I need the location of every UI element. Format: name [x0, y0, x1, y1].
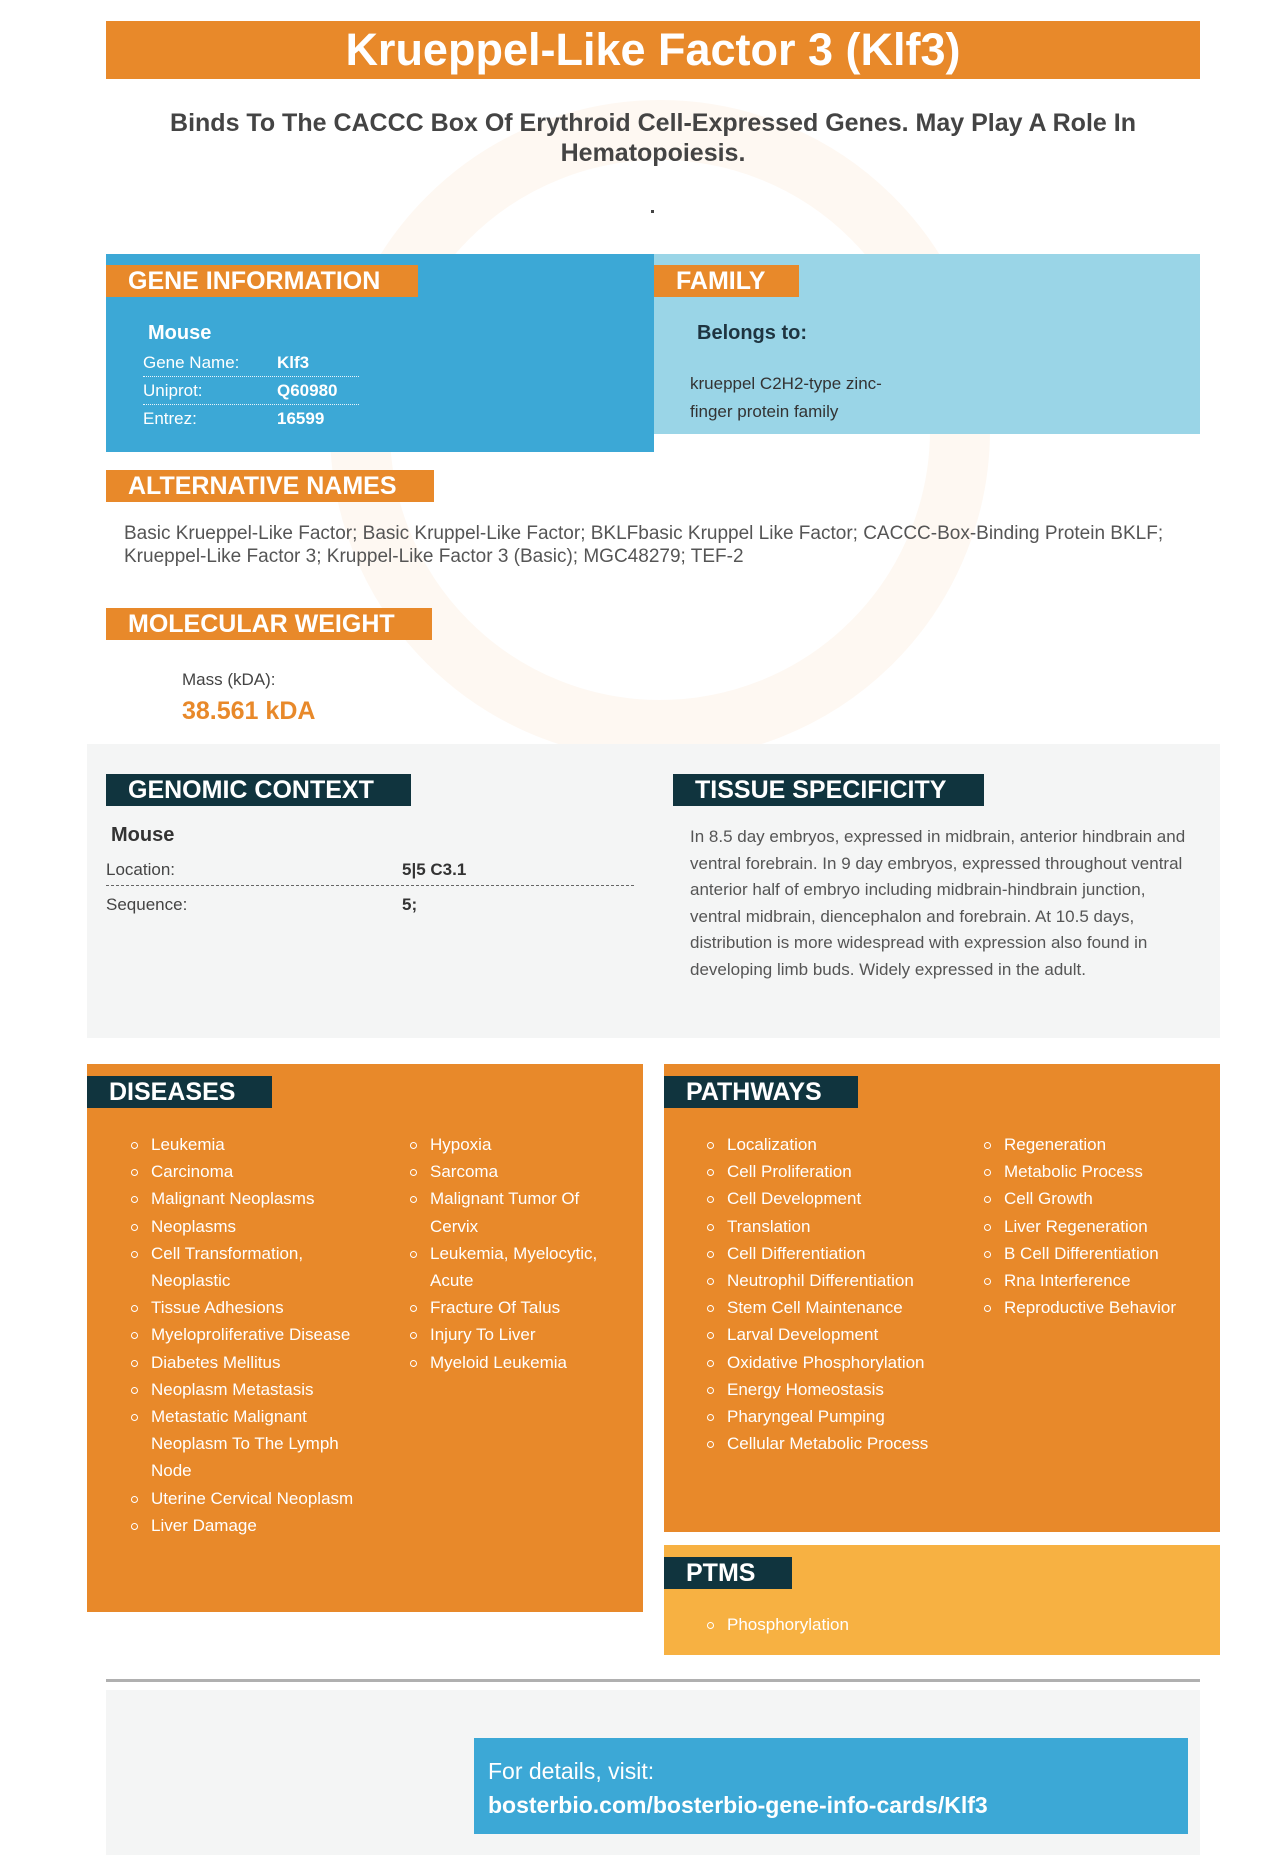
disease-item: Diabetes Mellitus — [129, 1349, 359, 1376]
gene-row-label: Entrez: — [143, 409, 197, 428]
mass-value: 38.561 kDA — [182, 697, 316, 725]
pathway-item: B Cell Differentiation — [982, 1240, 1212, 1267]
family-text: krueppel C2H2-type zinc-finger protein family — [690, 374, 882, 421]
gene-row-entrez — [143, 405, 359, 433]
page-subtitle: Binds To The CACCC Box Of Erythroid Cell-Expressed Genes. May Play A Role In Hematopoiesis. — [170, 109, 1136, 167]
ptms-heading: PTMS — [664, 1557, 792, 1589]
genomic-row-label: Location: — [106, 860, 175, 879]
family-heading: FAMILY — [654, 265, 799, 297]
genomic-row-value: 5; — [402, 895, 418, 914]
disease-item: Uterine Cervical Neoplasm — [129, 1485, 359, 1512]
pathway-item: Metabolic Process — [982, 1158, 1212, 1185]
disease-item: Leukemia, Myelocytic, Acute — [408, 1240, 618, 1294]
disease-item: Sarcoma — [408, 1158, 618, 1185]
disease-item: Metastatic Malignant Neoplasm To The Lymph Node — [129, 1403, 359, 1485]
gene-information-heading: GENE INFORMATION — [106, 265, 418, 297]
decorative-dot — [651, 210, 654, 213]
pathway-item: Reproductive Behavior — [982, 1294, 1212, 1321]
tissue-specificity-text: In 8.5 day embryos, expressed in midbrain, anterior hindbrain and ventral forebrain. In 9 day embryos, expressed throughout ventral anterior half of embryo including midbrain-hindbrain junction, ventral midbrain, diencephalon and forebrain. At 10.5 days, distribution is more widespread with expression also found in developing limb buds. Widely expressed in the adult. — [690, 827, 1186, 979]
pathway-item: Cell Proliferation — [705, 1158, 945, 1185]
disease-item: Liver Damage — [129, 1512, 359, 1539]
family-belongs-label: Belongs to: — [697, 322, 807, 344]
gene-row-value: 16599 — [277, 409, 325, 428]
pathways-list-col2 — [982, 1131, 1212, 1321]
pathway-item: Regeneration — [982, 1131, 1212, 1158]
genomic-row-value: 5|5 C3.1 — [402, 860, 467, 879]
gene-row-uniprot — [143, 377, 359, 405]
disease-item: Fracture Of Talus — [408, 1294, 618, 1321]
disease-item: Leukemia — [129, 1131, 359, 1158]
visit-box — [474, 1738, 1188, 1834]
disease-item: Neoplasm Metastasis — [129, 1376, 359, 1403]
disease-item: Injury To Liver — [408, 1321, 618, 1348]
alternative-names-text: Basic Krueppel-Like Factor; Basic Kruppel-Like Factor; BKLFbasic Kruppel Like Factor; CACCC-Box-Binding Protein BKLF; Krueppel-Like Factor 3; Kruppel-Like Factor 3 (Basic); MGC48279; TEF-2 — [124, 523, 1164, 567]
pathway-item: Pharyngeal Pumping — [705, 1403, 945, 1430]
pathway-item: Liver Regeneration — [982, 1213, 1212, 1240]
gene-row-label: Uniprot: — [143, 381, 203, 400]
pathway-item: Translation — [705, 1213, 945, 1240]
disease-item: Carcinoma — [129, 1158, 359, 1185]
visit-link[interactable]: bosterbio.com/bosterbio-gene-info-cards/Klf3 — [488, 1792, 988, 1818]
pathways-heading: PATHWAYS — [664, 1076, 858, 1108]
molecular-weight-heading: MOLECULAR WEIGHT — [106, 608, 432, 640]
gene-row-value: Klf3 — [277, 353, 310, 372]
pathway-item: Neutrophil Differentiation — [705, 1267, 945, 1294]
genomic-row-label: Sequence: — [106, 895, 188, 914]
page-title: Krueppel-Like Factor 3 (Klf3) — [106, 21, 1200, 79]
diseases-list-col2 — [408, 1131, 618, 1376]
genomic-context-heading: GENOMIC CONTEXT — [106, 774, 411, 806]
pathway-item: Oxidative Phosphorylation — [705, 1349, 945, 1376]
disease-item: Malignant Tumor Of Cervix — [408, 1185, 618, 1239]
pathway-item: Stem Cell Maintenance — [705, 1294, 945, 1321]
disease-item: Cell Transformation, Neoplastic — [129, 1240, 359, 1294]
disease-item: Tissue Adhesions — [129, 1294, 359, 1321]
visit-label: For details, visit: — [488, 1758, 655, 1784]
genomic-row-location — [106, 852, 634, 886]
disease-item: Myeloid Leukemia — [408, 1349, 618, 1376]
diseases-list-col1 — [129, 1131, 359, 1539]
pathway-item: Rna Interference — [982, 1267, 1212, 1294]
footer-divider — [106, 1679, 1200, 1682]
pathway-item: Cell Differentiation — [705, 1240, 945, 1267]
diseases-heading: DISEASES — [87, 1076, 272, 1108]
pathway-item: Cell Development — [705, 1185, 945, 1212]
disease-item: Neoplasms — [129, 1213, 359, 1240]
ptm-item: Phosphorylation — [705, 1611, 1005, 1638]
gene-row-name — [143, 349, 359, 377]
tissue-specificity-heading: TISSUE SPECIFICITY — [673, 774, 984, 806]
gene-species: Mouse — [148, 322, 212, 344]
pathway-item: Localization — [705, 1131, 945, 1158]
genomic-row-sequence — [106, 887, 634, 921]
pathway-item: Larval Development — [705, 1321, 945, 1348]
pathway-item: Cell Growth — [982, 1185, 1212, 1212]
gene-row-value: Q60980 — [277, 381, 338, 400]
alternative-names-heading: ALTERNATIVE NAMES — [106, 470, 434, 502]
gene-row-label: Gene Name: — [143, 353, 240, 372]
pathways-list-col1 — [705, 1131, 945, 1457]
disease-item: Hypoxia — [408, 1131, 618, 1158]
mass-label: Mass (kDA): — [182, 670, 276, 689]
disease-item: Myeloproliferative Disease — [129, 1321, 359, 1348]
ptms-list — [705, 1611, 1005, 1638]
disease-item: Malignant Neoplasms — [129, 1185, 359, 1212]
genomic-species: Mouse — [111, 824, 175, 846]
pathway-item: Cellular Metabolic Process — [705, 1430, 945, 1457]
pathway-item: Energy Homeostasis — [705, 1376, 945, 1403]
